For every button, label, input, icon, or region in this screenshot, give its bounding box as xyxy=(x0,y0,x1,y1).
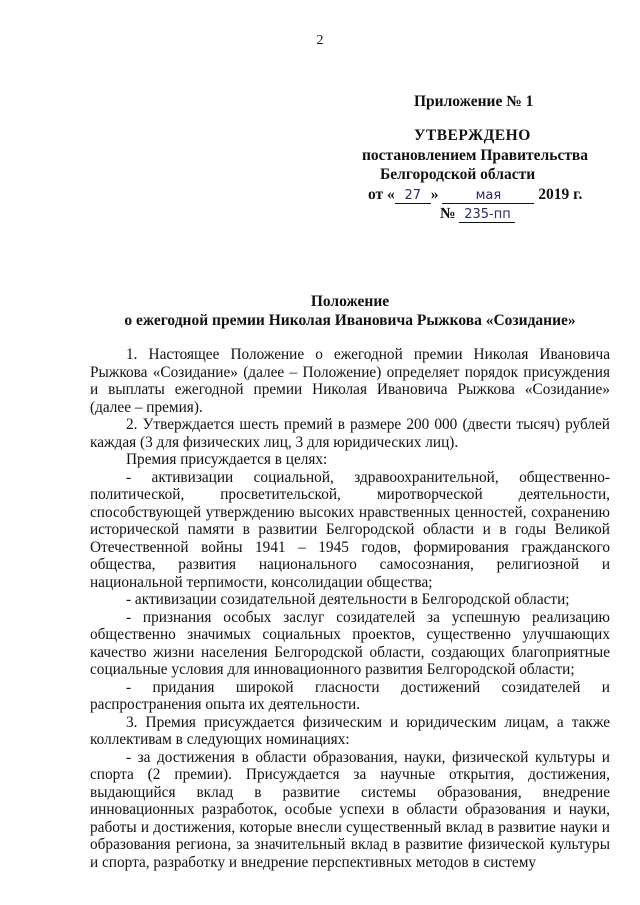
paragraph: - придания широкой гласности достижений созидателей и распространения опыта их деятельности. xyxy=(90,678,610,713)
title-line-1: Положение xyxy=(310,293,390,310)
document-title xyxy=(90,292,610,330)
page-number: 2 xyxy=(316,33,324,48)
document-body xyxy=(90,346,610,871)
number-line xyxy=(440,204,515,223)
number-prefix: № xyxy=(440,205,456,222)
approved-by-line: постановлением Правительства xyxy=(362,147,589,164)
date-day: 27 xyxy=(395,188,431,204)
date-month: мая xyxy=(442,188,534,204)
paragraph: - за достижения в области образования, науки, физической культуры и спорта (2 премии). Присуждается за научные открытия, достижения, выдающийся вклад в развитие системы образования, внедрение инновационных разработок, особые успехи в области образования и науки, работы и достижения, которые внесли существенный вклад в развитие науки и образования региона, за значительный вклад в развитие физической культуры и спорта, разработку и внедрение перспективных методов в систему xyxy=(90,748,610,871)
approved-stamp-text: УТВЕРЖДЕНО xyxy=(414,127,531,144)
paragraph: 2. Утверждается шесть премий в размере 200 000 (двести тысяч) рублей каждая (3 для физических лиц, 3 для юридических лиц). xyxy=(90,416,610,451)
paragraph: 1. Настоящее Положение о ежегодной премии Николая Ивановича Рыжкова «Созидание» (далее – Положение) определяет порядок присуждения и выплаты ежегодной премии Николая Ивановича Рыжкова «Созидание» (далее – премия). xyxy=(90,346,610,416)
paragraph: 3. Премия присуждается физическим и юридическим лицам, а также коллективам в следующих номинациях: xyxy=(90,713,610,748)
date-line xyxy=(368,185,582,204)
date-year: 2019 г. xyxy=(538,186,583,203)
paragraph: Премия присуждается в целях: xyxy=(126,451,328,468)
appendix-label: Приложение № 1 xyxy=(414,93,534,110)
paragraph: - активизации созидательной деятельности в Белгородской области; xyxy=(126,591,570,608)
paragraph: - признания особых заслуг созидателей за успешную реализацию общественно значимых социальных проектов, существенно улучшающих качество жизни населения Белгородской области, создающих благоприятные социальные условия для инновационного развития Белгородской области; xyxy=(90,608,610,678)
date-prefix: от « xyxy=(368,186,395,203)
number-value: 235-пп xyxy=(459,207,515,223)
title-line-2: о ежегодной премии Николая Ивановича Рыжкова «Созидание» xyxy=(124,312,576,329)
region-line: Белгородской области xyxy=(380,166,536,183)
date-mid: » xyxy=(430,186,439,203)
paragraph: - активизации социальной, здравоохранительной, общественно-политической, просветительской, миротворческой деятельности, способствующей утверждению высоких нравственных ценностей, сохранению исторической памяти в развитии Белгородской области и в годы Великой Отечественной войны 1941 – 1945 годов, формирования гражданского общества, развития национального самосознания, религиозной и национальной терпимости, консолидации общества; xyxy=(90,468,610,591)
